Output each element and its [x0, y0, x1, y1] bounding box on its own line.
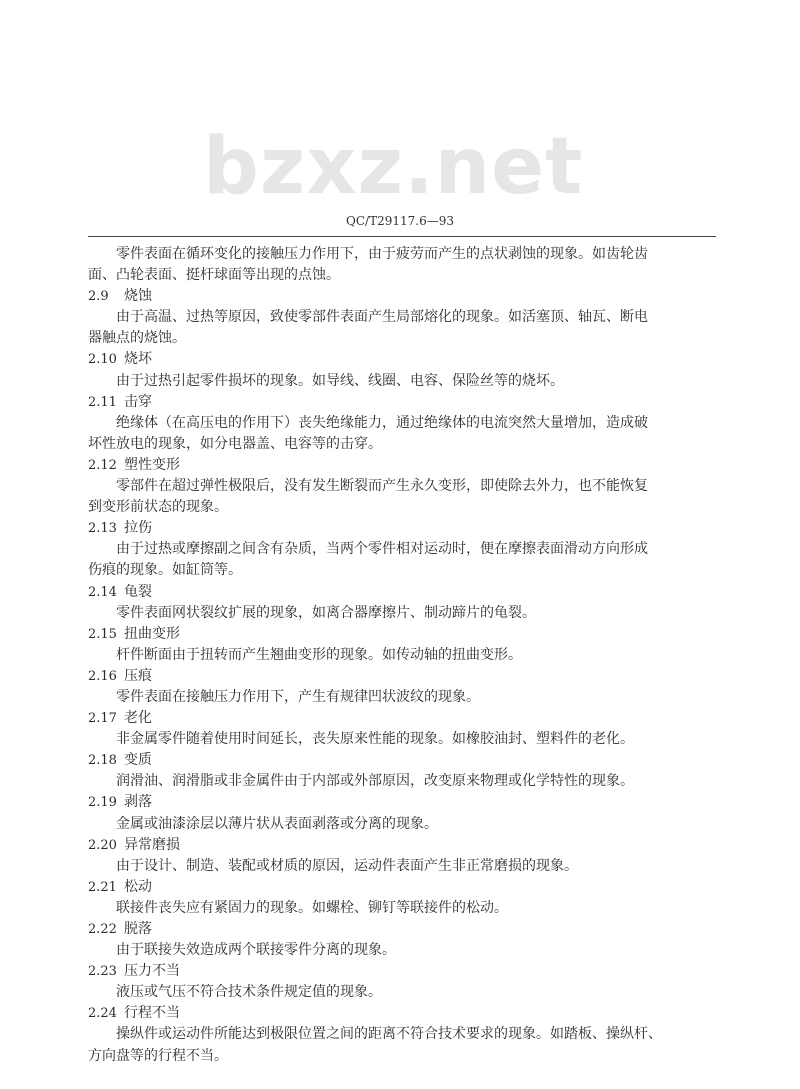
paragraph-line: 绝缘体（在高压电的作用下）丧失绝缘能力，通过绝缘体的电流突然大量增加，造成破 — [116, 414, 648, 431]
section-title: 行程不当 — [124, 1005, 180, 1022]
section-title: 击穿 — [124, 393, 152, 410]
section-heading — [88, 708, 728, 729]
section-title: 拉伤 — [124, 520, 152, 537]
section-number: 2.24 — [88, 1006, 117, 1022]
section-heading — [88, 1003, 728, 1024]
paragraph-line: 零件表面网状裂纹扩展的现象，如离合器摩擦片、制动蹄片的龟裂。 — [116, 604, 536, 621]
section-number: 2.21 — [88, 879, 117, 895]
section-number: 2.15 — [88, 626, 117, 642]
paragraph-continuation: 伤痕的现象。如缸筒等。 — [88, 562, 242, 579]
section-number: 2.14 — [88, 584, 117, 600]
section-heading — [88, 835, 728, 856]
paragraph-line: 零件表面在接触压力作用下，产生有规律凹状波纹的现象。 — [116, 688, 480, 705]
paragraph-line: 由于过热或摩擦副之间含有杂质，当两个零件相对运动时，便在摩擦表面滑动方向形成 — [116, 541, 648, 558]
section-title: 压力不当 — [124, 963, 180, 980]
paragraph-line: 杆件断面由于扭转而产生翘曲变形的现象。如传动轴的扭曲变形。 — [116, 646, 522, 663]
header-divider — [88, 236, 716, 237]
document-body — [88, 244, 728, 1067]
section-title: 剥落 — [124, 794, 152, 811]
section-title: 烧坏 — [124, 351, 152, 368]
section-heading — [88, 582, 728, 603]
section-title: 异常磨损 — [124, 836, 180, 853]
paragraph-continuation: 面、凸轮表面、挺杆球面等出现的点蚀。 — [88, 267, 340, 284]
section-number: 2.19 — [88, 795, 117, 811]
section-number: 2.16 — [88, 668, 117, 684]
paragraph-line: 零部件在超过弹性极限后，没有发生断裂而产生永久变形，即使除去外力，也不能恢复 — [116, 478, 648, 495]
section-title: 松动 — [124, 878, 152, 895]
section-heading — [88, 666, 728, 687]
section-number: 2.9 — [88, 289, 109, 305]
section-number: 2.11 — [88, 394, 117, 410]
paragraph-line: 金属或油漆涂层以薄片状从表面剥落或分离的现象。 — [116, 815, 438, 832]
paragraph-continuation: 方向盘等的行程不当。 — [88, 1047, 228, 1064]
page-header-code: QC/T29117.6—93 — [346, 214, 454, 228]
paragraph-continuation: 器触点的烧蚀。 — [88, 330, 186, 347]
section-number: 2.20 — [88, 837, 117, 853]
paragraph-continuation: 到变形前状态的现象。 — [88, 499, 228, 516]
section-number: 2.18 — [88, 753, 117, 769]
section-title: 变质 — [124, 752, 152, 769]
section-number: 2.17 — [88, 711, 117, 727]
section-heading — [88, 877, 728, 898]
paragraph-line: 由于联接失效造成两个联接零件分离的现象。 — [116, 942, 396, 959]
section-title: 老化 — [124, 710, 152, 727]
section-heading — [88, 792, 728, 813]
paragraph-line: 零件表面在循环变化的接触压力作用下，由于疲劳而产生的点状剥蚀的现象。如齿轮齿 — [116, 246, 648, 262]
paragraph-line: 操纵件或运动件所能达到极限位置之间的距离不符合技术要求的现象。如踏板、操纵杆、 — [116, 1026, 662, 1043]
section-title: 扭曲变形 — [124, 625, 180, 642]
section-heading — [88, 961, 728, 982]
section-title: 脱落 — [124, 921, 152, 937]
section-heading — [88, 750, 728, 771]
watermark: bzxz.net — [203, 122, 584, 212]
section-title: 压痕 — [124, 667, 152, 684]
section-number: 2.22 — [88, 922, 117, 937]
section-number: 2.12 — [88, 457, 117, 473]
paragraph-line: 由于高温、过热等原因，致使零部件表面产生局部熔化的现象。如活塞顶、轴瓦、断电 — [116, 309, 648, 326]
section-title: 烧蚀 — [124, 288, 152, 305]
paragraph-line: 由于设计、制造、装配或材质的原因，运动件表面产生非正常磨损的现象。 — [116, 857, 578, 874]
paragraph-line: 润滑油、润滑脂或非金属件由于内部或外部原因，改变原来物理或化学特性的现象。 — [116, 773, 634, 790]
section-title: 龟裂 — [124, 583, 152, 600]
paragraph-line: 液压或气压不符合技术条件规定值的现象。 — [116, 984, 382, 1001]
paragraph-line: 由于过热引起零件损坏的现象。如导线、线圈、电容、保险丝等的烧坏。 — [116, 372, 564, 389]
section-heading — [88, 286, 728, 307]
section-heading — [88, 518, 728, 539]
section-heading — [88, 455, 728, 476]
section-title: 塑性变形 — [124, 456, 180, 473]
section-heading — [88, 919, 728, 940]
section-number: 2.10 — [88, 352, 117, 368]
section-number: 2.13 — [88, 521, 117, 537]
section-heading — [88, 392, 728, 413]
section-heading — [88, 624, 728, 645]
paragraph-line: 联接件丧失应有紧固力的现象。如螺栓、铆钉等联接件的松动。 — [116, 899, 508, 916]
section-number: 2.23 — [88, 964, 117, 980]
paragraph-continuation: 坏性放电的现象，如分电器盖、电容等的击穿。 — [88, 435, 382, 452]
section-heading — [88, 349, 728, 370]
paragraph-line: 非金属零件随着使用时间延长，丧失原来性能的现象。如橡胶油封、塑料件的老化。 — [116, 731, 634, 748]
